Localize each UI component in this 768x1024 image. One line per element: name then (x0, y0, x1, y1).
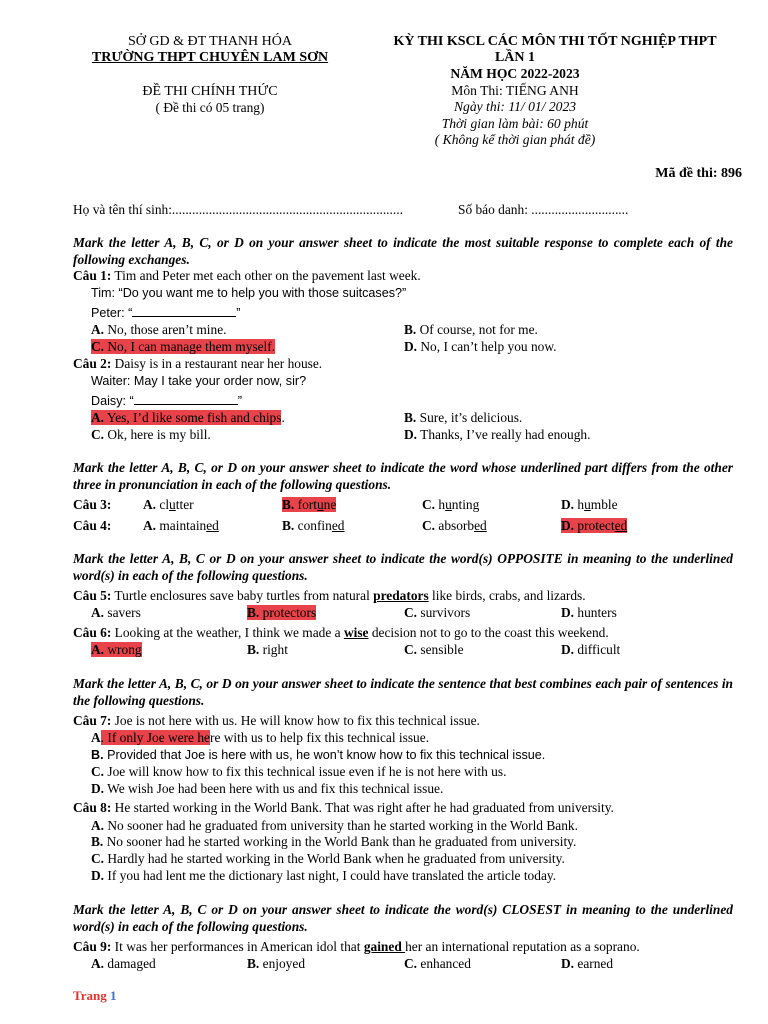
option-a[interactable]: A. If only Joe were here with us to help fix this technical issue. (91, 730, 430, 745)
header-round: LẦN 1 (494, 50, 536, 65)
option-b[interactable]: B. confined (282, 518, 345, 533)
option-c[interactable]: C. survivors (404, 605, 471, 620)
option-b[interactable]: B. Provided that Joe is here with us, he won’t know how to fix this technical issue. (91, 748, 546, 762)
option-a[interactable]: A. savers (91, 605, 141, 620)
question-5: Câu 5: Turtle enclosures save baby turtles from natural predators like birds, crabs, and lizards. (73, 588, 586, 603)
blank-line (134, 393, 238, 405)
option-a[interactable]: A. No sooner had he graduated from university than he started working in the World Bank. (91, 818, 578, 833)
header-school: TRƯỜNG THPT CHUYÊN LAM SƠN (91, 50, 329, 65)
question-3-label: Câu 3: (73, 497, 112, 512)
question-4-label: Câu 4: (73, 518, 112, 533)
option-c[interactable]: C. Hardly had he started working in the World Bank when he graduated from university. (91, 851, 565, 866)
question-1 (73, 268, 421, 284)
option-c[interactable]: C. sensible (404, 642, 464, 657)
option-a[interactable]: A. No, those aren’t mine. (91, 322, 227, 337)
option-b[interactable]: B. Sure, it’s delicious. (404, 410, 523, 425)
header-pages: ( Đề thi có 05 trang) (155, 100, 265, 115)
option-d[interactable]: D. If you had lent me the dictionary last night, I could have translated the article today. (91, 868, 557, 883)
option-b[interactable]: B. right (247, 642, 288, 657)
option-b[interactable]: B. enjoyed (247, 956, 306, 971)
option-a[interactable]: A. wrong (91, 642, 142, 657)
option-d[interactable]: D. protected (561, 518, 628, 533)
header-duration: Thời gian làm bài: 60 phút (441, 116, 589, 131)
instruction-section-3: Mark the letter A, B, C or D on your answer sheet to indicate the word(s) OPPOSITE in meaning to the underlined word(s) in each of the following questions. (73, 551, 733, 583)
header-dept: SỞ GD & ĐT THANH HÓA (128, 34, 292, 49)
question-label: Câu 1: (73, 268, 112, 283)
option-c[interactable]: C. enhanced (404, 956, 471, 971)
option-a[interactable]: A. clutter (143, 497, 194, 512)
question-2: Câu 2: Daisy is in a restaurant near her house. (73, 356, 323, 371)
option-c[interactable]: C. hunting (422, 497, 480, 512)
option-c[interactable]: C. Joe will know how to fix this technical issue even if he is not here with us. (91, 764, 507, 779)
page-number: 1 (109, 988, 117, 1003)
question-6: Câu 6: Looking at the weather, I think we made a wise decision not to go to the coast this weekend. (73, 625, 609, 640)
question-7: Câu 7: Joe is not here with us. He will know how to fix this technical issue. (73, 713, 480, 728)
header-exam-title: KỲ THI KSCL CÁC MÔN THI TỐT NGHIỆP THPT (393, 34, 717, 49)
option-d[interactable]: D. No, I can’t help you now. (404, 339, 557, 354)
option-b[interactable]: B. Of course, not for me. (404, 322, 538, 337)
instruction-section-1: Mark the letter A, B, C, or D on your answer sheet to indicate the most suitable response to complete each of the following exchanges. (73, 235, 733, 267)
option-d[interactable]: D. We wish Joe had been here with us and fix this technical issue. (91, 781, 444, 796)
footer-label: Trang (73, 988, 110, 1003)
dialog-speaker: Peter: “ (91, 306, 133, 320)
option-d[interactable]: D. Thanks, I’ve really had enough. (404, 427, 591, 442)
question-2-answer-blank: Daisy: “ ” (91, 394, 242, 408)
header-date: Ngày thi: 11/ 01/ 2023 (453, 99, 577, 114)
header-subject: Môn Thi: TIẾNG ANH (451, 83, 579, 98)
instruction-section-5: Mark the letter A, B, C or D on your answer sheet to indicate the word(s) CLOSEST in meaning to the underlined word(s) in each of the following questions. (73, 902, 733, 934)
option-d[interactable]: D. humble (561, 497, 618, 512)
option-b[interactable]: B. fortune (282, 497, 337, 512)
option-c[interactable]: C. Ok, here is my bill. (91, 427, 211, 442)
option-b[interactable]: B. No sooner had he started working in the World Bank than he graduated from university. (91, 834, 577, 849)
question-2-line: Waiter: May I take your order now, sir? (91, 374, 307, 388)
instruction-section-4: Mark the letter A, B, C, or D on your answer sheet to indicate the sentence that best combines each pair of sentences in the following questions. (73, 676, 733, 708)
header-year: NĂM HỌC 2022-2023 (450, 66, 580, 81)
question-9: Câu 9: It was her performances in American idol that gained her an international reputation as a soprano. (73, 939, 640, 954)
dialog-close-quote: ” (236, 306, 241, 320)
exam-code: Mã đề thi: 896 (655, 166, 742, 181)
option-d[interactable]: D. difficult (561, 642, 621, 657)
option-c[interactable]: C. No, I can manage them myself. (91, 339, 276, 354)
option-c[interactable]: C. absorbed (422, 518, 487, 533)
candidate-name-field: Họ và tên thí sinh:..................................................................... (73, 202, 403, 217)
question-1-line: Tim: “Do you want me to help you with those suitcases?” (91, 286, 407, 300)
header-duration-note: ( Không kể thời gian phát đề) (434, 132, 596, 147)
option-a[interactable]: A. Yes, I’d like some fish and chips. (91, 410, 285, 425)
option-d[interactable]: D. hunters (561, 605, 617, 620)
question-8: Câu 8: He started working in the World Bank. That was right after he had graduated from university. (73, 800, 614, 815)
option-a[interactable]: A. maintained (143, 518, 219, 533)
question-1-answer-blank (91, 305, 241, 321)
question-stem: Tim and Peter met each other on the pavement last week. (111, 268, 421, 283)
option-a[interactable]: A. damaged (91, 956, 156, 971)
page-footer (73, 988, 116, 1004)
header-exam-type: ĐỀ THI CHÍNH THỨC (142, 84, 278, 99)
candidate-id-field: Số báo danh: ............................. (458, 202, 629, 217)
option-b[interactable]: B. protectors (247, 605, 317, 620)
option-d[interactable]: D. earned (561, 956, 614, 971)
instruction-section-2: Mark the letter A, B, C, or D on your answer sheet to indicate the word whose underlined part differs from the other three in pronunciation in each of the following questions. (73, 460, 733, 492)
blank-line (132, 305, 236, 317)
